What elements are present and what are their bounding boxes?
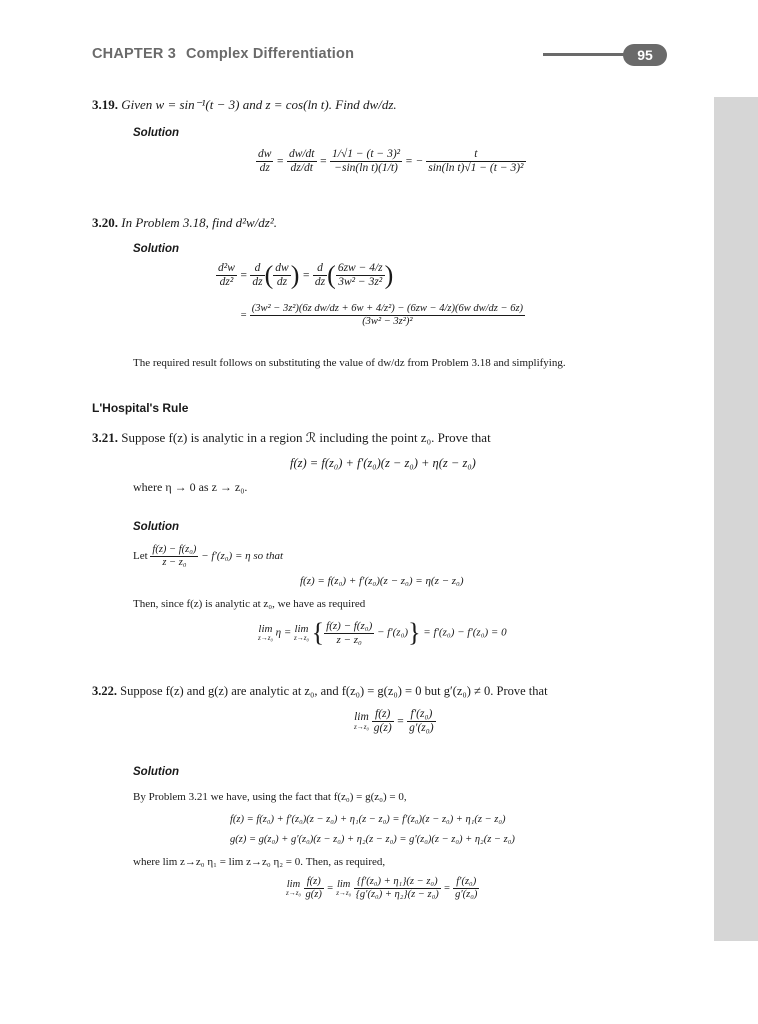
frac-num: f′(z₀) bbox=[453, 876, 479, 889]
let-word: Let bbox=[133, 550, 148, 563]
section-heading: L'Hospital's Rule bbox=[92, 401, 189, 415]
frac-den: dz bbox=[314, 276, 326, 289]
equation-final: lim z→z₀ $\frac{f(z)}{g(z)}$ = lim z→z₀ $\frac{\text{\{f′(z₀) + η₁\}(z − z₀)}}{\text{\{g′(z₀) + η₂\}(z − z₀)}}$ = $\frac{\text{f′(z₀)}}{\text{g′(z₀)}}$ bbox=[286, 876, 478, 901]
frac-num: dw/dt bbox=[287, 148, 317, 162]
frac-den: g′(z₀) bbox=[409, 722, 434, 735]
problem-3-22 bbox=[92, 684, 548, 699]
page-number-badge: 95 bbox=[623, 44, 667, 66]
frac-num: f(z) − f(z₀) bbox=[150, 544, 198, 557]
lim-sub: z→z₀ bbox=[336, 889, 352, 898]
limit-equation: lim z→z₀ η = lim z→z₀ { $\frac{\text{f(z) − f(z₀)}}{\text{z − z₀}}$ − f′(z₀)} = f′(z₀) − f′(z₀) = 0 bbox=[258, 618, 507, 648]
let-rest: − f′(z₀) = η so that bbox=[201, 550, 283, 563]
frac-num: d bbox=[250, 262, 264, 276]
problem-3-20 bbox=[92, 215, 277, 231]
solution-label: Solution bbox=[133, 243, 179, 255]
lim-word: lim bbox=[286, 878, 301, 890]
frac-den: dz bbox=[252, 276, 263, 289]
lim-sub: z→z₀ bbox=[294, 634, 309, 643]
frac-num: {f′(z₀) + η₁}(z − z₀) bbox=[354, 876, 441, 889]
frac-den: g(z) bbox=[305, 889, 322, 901]
problem-statement: Suppose f(z) is analytic in a region ℛ including the point z₀. Prove that bbox=[121, 430, 491, 445]
frac-den: dz² bbox=[219, 276, 234, 289]
equation-3-21-b: f(z) = f(z₀) + f′(z₀)(z − z₀) = η(z − z₀) bbox=[300, 575, 464, 587]
frac-den: dz bbox=[276, 276, 288, 289]
equation-3-22: lim z→z₀ $\frac{f(z)}{g(z)}$ = $\frac{\text{f′(z₀)}}{\text{g′(z₀)}}$ bbox=[354, 708, 434, 735]
equation-3-20-line2: = (3w² − 3z²)(6z dw/dz + 6w + 4/z²) − (6zw − 4/z)(6w dw/dz − 6z) (3w² − 3z²)² bbox=[240, 303, 524, 328]
where-text: where lim z→z₀ η₁ = lim z→z₀ η₂ = 0. Then, as required, bbox=[133, 856, 386, 868]
frac-num: d bbox=[313, 262, 327, 276]
lim-word: lim bbox=[294, 623, 309, 636]
frac-den: 3w² − 3z² bbox=[338, 276, 383, 289]
then-text: Then, since f(z) is analytic at z₀, we have as required bbox=[133, 598, 366, 610]
result-text: The required result follows on substituting the value of dw/dz from Problem 3.18 and simplifying. bbox=[133, 357, 566, 369]
equation-3-21: f(z) = f(z₀) + f′(z₀)(z − z₀) + η(z − z₀) bbox=[290, 456, 476, 470]
frac-num: d²w bbox=[216, 262, 237, 276]
frac-num: f′(z₀) bbox=[407, 708, 435, 722]
chapter-title: Complex Differentiation bbox=[186, 46, 355, 62]
solution-label: Solution bbox=[133, 766, 179, 778]
frac-den: sin(ln t)√1 − (t − 3)² bbox=[428, 162, 524, 175]
frac-num: dw bbox=[273, 262, 290, 276]
frac-num: dw bbox=[256, 148, 273, 162]
lim-sub: z→z₀ bbox=[286, 889, 301, 898]
frac-num: (3w² − 3z²)(6z dw/dz + 6w + 4/z²) − (6zw − 4/z)(6w dw/dz − 6z) bbox=[250, 303, 525, 316]
where-text: where η → 0 as z → z₀. bbox=[133, 480, 248, 494]
header-rule bbox=[543, 53, 633, 56]
page-edge-tab bbox=[714, 97, 758, 941]
problem-number: 3.20. bbox=[92, 215, 118, 230]
intro-text: By Problem 3.21 we have, using the fact that f(z₀) = g(z₀) = 0, bbox=[133, 791, 407, 803]
frac-num: 6zw − 4/z bbox=[336, 262, 385, 276]
equation-3-19: $\frac{dw}{dz}$ = $\frac{dw/dt}{dz/dt}$ = $\frac{\text{1/√1 − (t − 3)²}}{\text{−sin(ln t)(1/t)}}$ = − $\frac{t}{\text{sin(ln t)√1 − (t − 3)²}}$ bbox=[258, 148, 524, 175]
frac-num: f(z) − f(z₀) bbox=[326, 620, 373, 632]
frac-den: (3w² − 3z²)² bbox=[362, 316, 413, 328]
frac-den: −sin(ln t)(1/t) bbox=[334, 162, 398, 175]
problem-number: 3.22. bbox=[92, 684, 117, 698]
lim-rhs: = f′(z₀) − f′(z₀) = 0 bbox=[423, 626, 507, 639]
problem-statement: Given w = sin⁻¹(t − 3) and z = cos(ln t). Find dw/dz. bbox=[121, 97, 397, 112]
frac-num: f(z) bbox=[372, 708, 394, 722]
equation-f: f(z) = f(z₀) + f′(z₀)(z − z₀) + η₁(z − z₀) = f′(z₀)(z − z₀) + η₁(z − z₀) bbox=[230, 814, 506, 825]
problem-statement: Suppose f(z) and g(z) are analytic at z₀, and f(z₀) = g(z₀) = 0 but g′(z₀) ≠ 0. Prove that bbox=[120, 684, 548, 698]
let-line bbox=[133, 544, 283, 569]
lim-word: lim bbox=[258, 623, 273, 636]
frac-den: g′(z₀) bbox=[455, 889, 478, 901]
frac-den: dz bbox=[259, 162, 270, 175]
frac-num: f(z) bbox=[304, 876, 324, 889]
solution-label: Solution bbox=[133, 521, 179, 533]
lim-word: lim bbox=[336, 878, 351, 890]
problem-number: 3.19. bbox=[92, 97, 118, 112]
problem-3-19 bbox=[92, 97, 397, 113]
problem-3-21 bbox=[92, 430, 491, 446]
frac-num: t bbox=[426, 148, 525, 162]
solution-label: Solution bbox=[133, 127, 179, 139]
equation-g: g(z) = g(z₀) + g′(z₀)(z − z₀) + η₂(z − z₀) = g′(z₀)(z − z₀) + η₂(z − z₀) bbox=[230, 834, 515, 845]
lim-eta: η = bbox=[275, 626, 292, 639]
frac-num: 1/√1 − (t − 3)² bbox=[330, 148, 402, 162]
lim-sub: z→z₀ bbox=[258, 634, 273, 643]
lim-sub: z→z₀ bbox=[354, 722, 369, 731]
problem-statement: In Problem 3.18, find d²w/dz². bbox=[121, 215, 277, 230]
frac-den: z − z₀ bbox=[162, 557, 187, 569]
frac-den: z − z₀ bbox=[336, 633, 362, 646]
frac-den: {g′(z₀) + η₂}(z − z₀) bbox=[355, 889, 439, 901]
frac-den: g(z) bbox=[373, 722, 392, 735]
lim-inner: − f′(z₀) bbox=[376, 626, 409, 639]
problem-number: 3.21. bbox=[92, 430, 118, 445]
chapter-label: CHAPTER 3 bbox=[92, 46, 176, 62]
lim-word: lim bbox=[354, 711, 369, 724]
equation-3-20-line1: $\frac{\text{d²w}}{\text{dz²}}$ = $\frac{d}{dz}$ ( $\frac{dw}{dz}$ ) = $\frac{d}{dz}$ ( $\frac{6zw - 4/z}{\text{3w² − 3z²}}$ ) bbox=[218, 260, 394, 290]
frac-den: dz/dt bbox=[290, 162, 313, 175]
